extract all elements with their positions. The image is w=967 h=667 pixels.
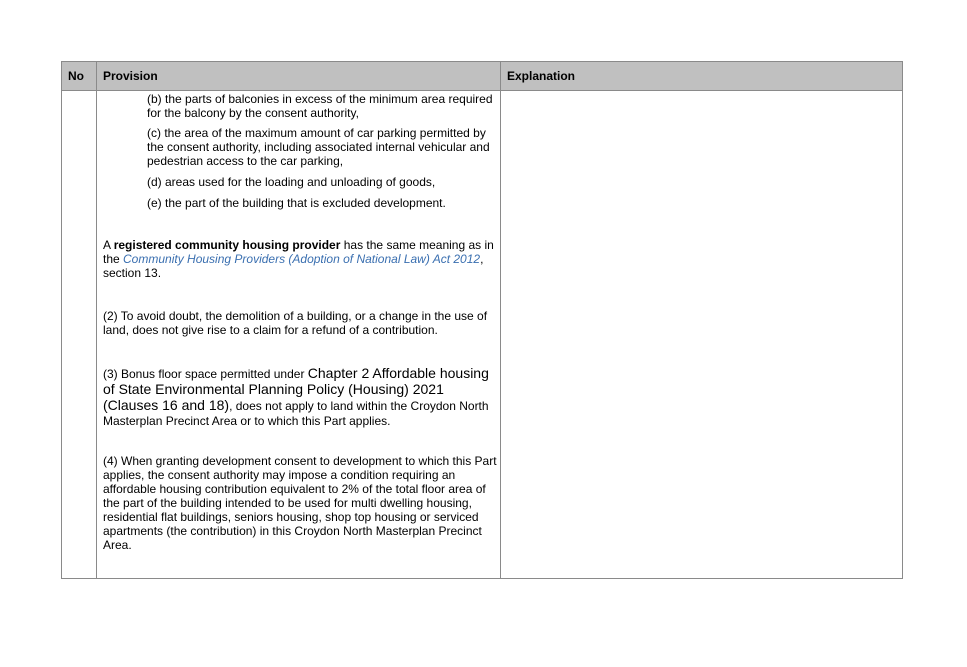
sepp-reference: Chapter 2 Affordable housing of State Environmental Planning Policy (Housing) 2021 (Clauses 16 and 18) — [103, 365, 489, 413]
header-provision: Provision — [103, 69, 158, 83]
clause-3: (3) Bonus floor space permitted under Chapter 2 Affordable housing of State Environmental Planning Policy (Housing) 2021 (Clauses 16 and 18), does not apply to land within the Croydon North Masterplan Precinct Area or to which this Part applies. — [103, 365, 489, 428]
clause-2: (2) To avoid doubt, the demolition of a building, or a change in the use of land, does not give rise to a claim for a refund of a contribution. — [103, 309, 488, 337]
header-no: No — [68, 69, 84, 83]
column-divider — [500, 62, 501, 578]
table-header — [62, 62, 902, 91]
provisions-table — [61, 61, 903, 579]
act-link[interactable]: Community Housing Providers (Adoption of National Law) Act 2012 — [123, 252, 481, 266]
clause-4: (4) When granting development consent to development to which this Part applies, the consent authority may impose a condition requiring an affordable housing contribution equivalent to 2% of the total floor area of the part of the building intended to be used for multi dwelling housing, residential flat buildings, seniors housing, shop top housing or serviced apartments (the contribution) in this Croydon North Masterplan Precinct Area. — [103, 454, 497, 552]
defined-term: registered community housing provider — [113, 238, 341, 252]
column-divider — [96, 62, 97, 578]
item-d: (d) areas used for the loading and unloading of goods, — [147, 175, 436, 189]
item-b: (b) the parts of balconies in excess of the minimum area required for the balcony by the consent authority, — [147, 92, 493, 120]
item-e: (e) the part of the building that is excluded development. — [147, 196, 446, 210]
item-c: (c) the area of the maximum amount of car parking permitted by the consent authority, including associated internal vehicular and pedestrian access to the car parking, — [147, 126, 490, 168]
header-explanation: Explanation — [507, 69, 576, 83]
definition-paragraph: A registered community housing provider has the same meaning as in the Community Housing Providers (Adoption of National Law) Act 2012, section 13. — [103, 238, 494, 280]
